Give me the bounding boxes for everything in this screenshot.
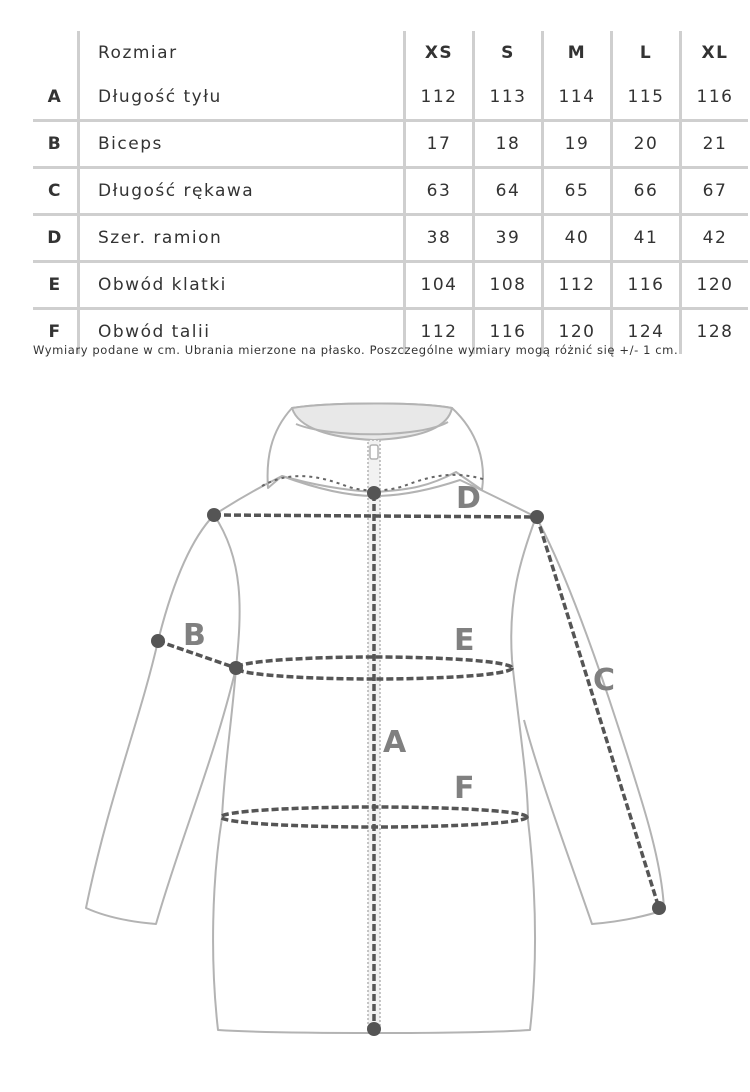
right-sleeve (524, 517, 664, 924)
header-size-xs: XS (405, 31, 474, 75)
row-key: C (48, 181, 62, 201)
header-size-xl: XL (681, 31, 749, 75)
row-value: 17 (405, 121, 474, 168)
table-row (33, 121, 748, 168)
point-d-left (207, 508, 221, 522)
table-row (33, 75, 748, 121)
row-value: 21 (681, 121, 749, 168)
measure-d-line (214, 515, 537, 517)
row-value: 104 (405, 262, 474, 309)
row-value: 42 (681, 215, 749, 262)
row-name: Obwód talii (79, 309, 405, 355)
label-b: B (183, 618, 206, 653)
row-key: F (48, 322, 62, 342)
row-value: 19 (543, 121, 612, 168)
row-value: 67 (681, 168, 749, 215)
row-value: 112 (405, 309, 474, 355)
point-c-end (652, 901, 666, 915)
table-row (33, 168, 748, 215)
row-value: 63 (405, 168, 474, 215)
row-name: Biceps (79, 121, 405, 168)
row-value: 18 (474, 121, 543, 168)
point-a-top (367, 486, 381, 500)
header-size-m: M (543, 31, 612, 75)
point-b-inner (229, 661, 243, 675)
row-key: A (47, 87, 63, 107)
point-b-outer (151, 634, 165, 648)
row-value: 116 (474, 309, 543, 355)
row-value: 64 (474, 168, 543, 215)
table-header-row (33, 31, 748, 75)
header-size-s: S (474, 31, 543, 75)
label-a: A (383, 725, 407, 760)
header-corner (33, 31, 79, 75)
row-value: 112 (405, 75, 474, 121)
label-e: E (454, 623, 475, 658)
row-name: Długość tyłu (79, 75, 405, 121)
row-name: Długość rękawa (79, 168, 405, 215)
point-a-bottom (367, 1022, 381, 1036)
point-d-right (530, 510, 544, 524)
row-value: 128 (681, 309, 749, 355)
label-d: D (456, 481, 481, 516)
row-value: 116 (681, 75, 749, 121)
label-f: F (454, 771, 475, 806)
row-value: 120 (543, 309, 612, 355)
row-value: 116 (612, 262, 681, 309)
row-value: 65 (543, 168, 612, 215)
jacket-diagram (0, 370, 750, 1090)
left-sleeve (86, 515, 236, 924)
row-value: 38 (405, 215, 474, 262)
header-size-label: Rozmiar (79, 31, 405, 75)
label-c: C (593, 663, 616, 698)
row-value: 114 (543, 75, 612, 121)
row-value: 66 (612, 168, 681, 215)
measurement-points (151, 486, 666, 1036)
row-value: 113 (474, 75, 543, 121)
row-value: 124 (612, 309, 681, 355)
row-value: 41 (612, 215, 681, 262)
row-value: 20 (612, 121, 681, 168)
header-size-l: L (612, 31, 681, 75)
row-value: 40 (543, 215, 612, 262)
size-table (33, 31, 748, 354)
measurement-note: Wymiary podane w cm. Ubrania mierzone na płasko. Poszczególne wymiary mogą różnić się +/- 1 cm. (33, 343, 679, 357)
measure-c-line (537, 517, 659, 908)
measurement-lines (158, 494, 659, 1029)
row-name: Obwód klatki (79, 262, 405, 309)
row-key: B (47, 134, 63, 154)
row-key: D (47, 228, 63, 248)
row-name: Szer. ramion (79, 215, 405, 262)
row-value: 120 (681, 262, 749, 309)
table-row (33, 215, 748, 262)
row-key: E (48, 275, 62, 295)
table-row (33, 262, 748, 309)
row-value: 39 (474, 215, 543, 262)
row-value: 115 (612, 75, 681, 121)
row-value: 112 (543, 262, 612, 309)
row-value: 108 (474, 262, 543, 309)
